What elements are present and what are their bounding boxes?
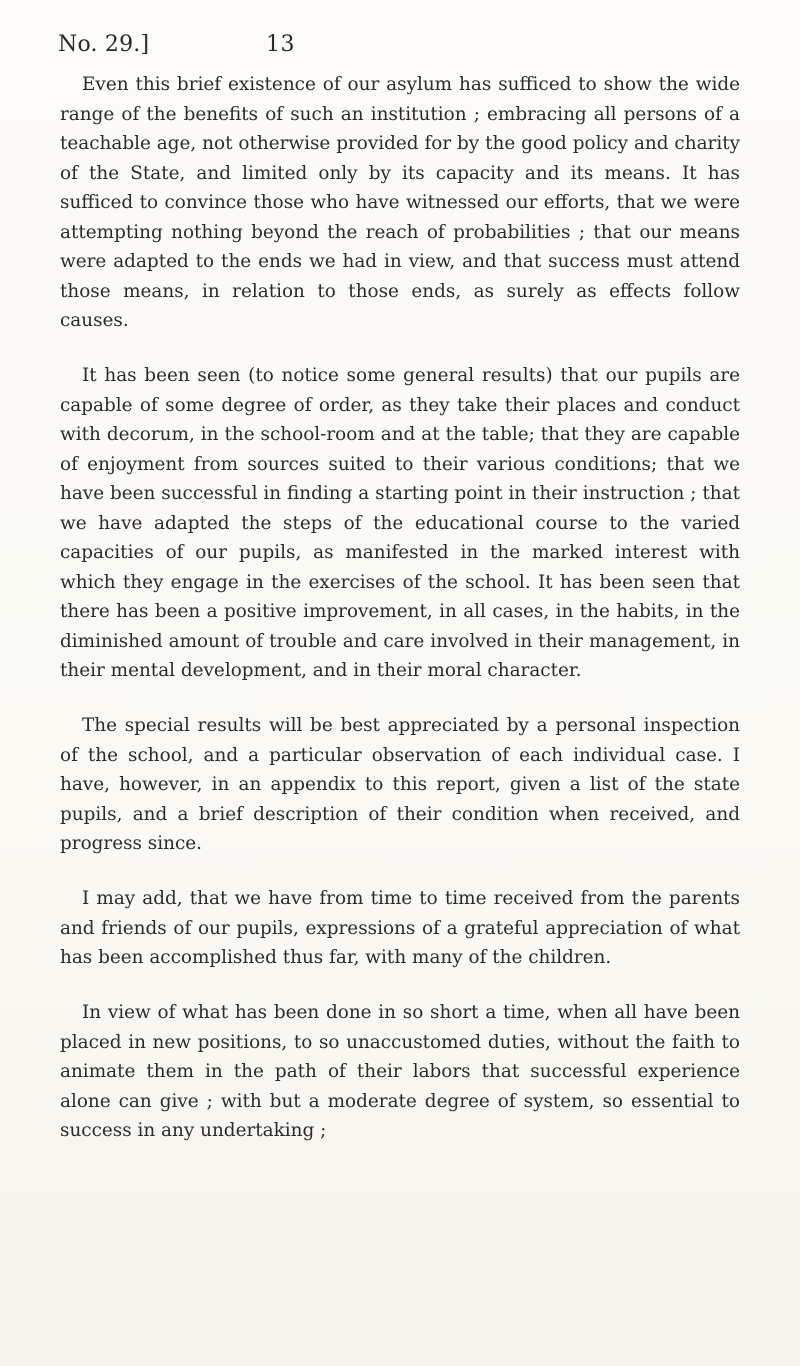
page-header (58, 28, 758, 68)
paragraph-in-view: In view of what has been done in so short a time, when all have been placed in new positions, to so unaccustomed duties, without the faith to animate them in the path of their labors that successful experience alone can give ; with but a moderate degree of system, so essential to success in any undertaking ; (60, 1002, 740, 1141)
running-head: No. 29.] (58, 32, 150, 57)
paragraph-asylum-benefits: Even this brief existence of our asylum has sufficed to show the wide range of the benefits of such an institution ; embracing all persons of a teachable age, not otherwise provided for by the good policy and charity of the State, and limited only by its capacity and its means. It has sufficed to convince those who have witnessed our efforts, that we were attempting nothing beyond the reach of probabilities ; that our means were adapted to the ends we had in view, and that success must attend those means, in relation to those ends, as surely as effects follow causes. (60, 74, 740, 331)
paragraph-parents-appreciation: I may add, that we have from time to time received from the parents and friends of our pupils, expressions of a grateful appreciation of what has been accomplished thus far, with many of the children. (60, 888, 740, 968)
page-number: 13 (266, 32, 295, 57)
body-text (60, 70, 740, 1146)
paragraph-general-results: It has been seen (to notice some general results) that our pupils are capable of some degree of order, as they take their places and conduct with decorum, in the school-room and at the table; that they are capable of enjoyment from sources suited to their various conditions; that we have been successful in finding a starting point in their instruction ; that we have adapted the steps of the educational course to the varied capacities of our pupils, as manifested in the marked interest with which they engage in the exercises of the school. It has been seen that there has been a positive improvement, in all cases, in the habits, in the diminished amount of trouble and care involved in their management, in their mental development, and in their moral character. (60, 365, 740, 681)
paragraph-special-results: The special results will be best appreciated by a personal inspection of the school, and a particular observation of each individual case. I have, however, in an appendix to this report, given a list of the state pupils, and a brief description of their condition when received, and progress since. (60, 715, 740, 854)
